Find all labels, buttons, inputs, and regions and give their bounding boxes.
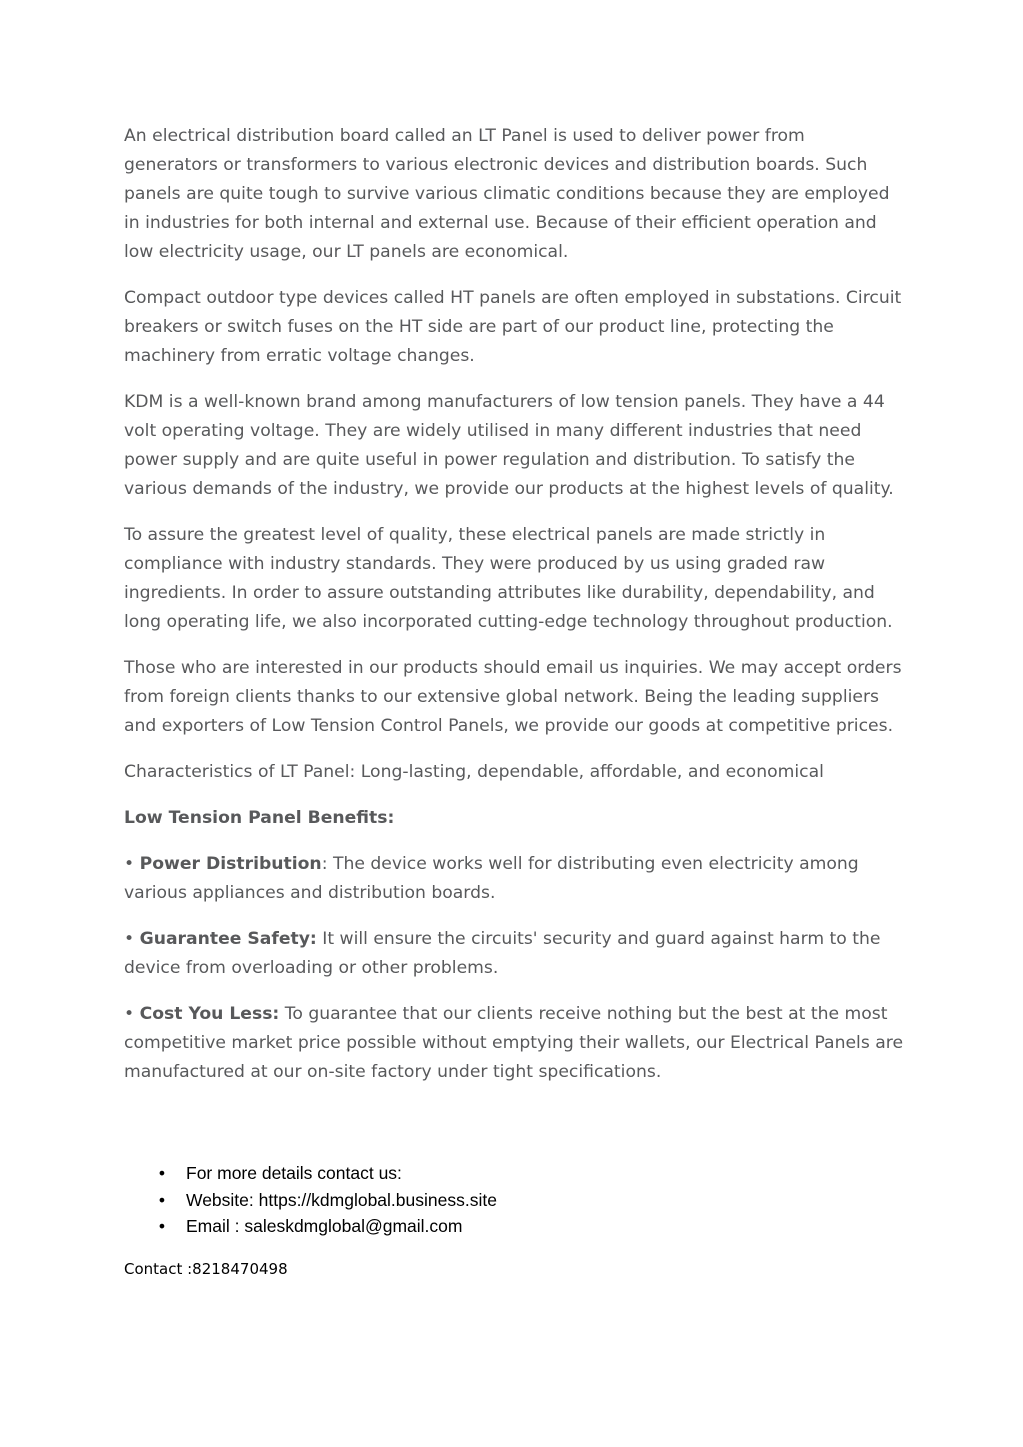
contact-list bbox=[124, 1160, 904, 1240]
benefit-item-guarantee-safety bbox=[124, 925, 904, 983]
benefits-heading: Low Tension Panel Benefits: bbox=[124, 808, 395, 828]
bullet-marker: • bbox=[124, 929, 140, 949]
contact-list-item-details bbox=[124, 1160, 904, 1187]
email-text: Email : saleskdmglobal@gmail.com bbox=[186, 1216, 463, 1236]
contact-phone-line: Contact :8218470498 bbox=[124, 1260, 288, 1278]
paragraph-kdm-brand: KDM is a well-known brand among manufacturers of low tension panels. They have a 44 volt operating voltage. They are widely utilised in many different industries that need power supply and are quite useful in power regulation and distribution. To satisfy the various demands of the industry, we provide our products at the highest levels of quality. bbox=[124, 392, 894, 499]
bullet-dot: • bbox=[158, 1163, 166, 1183]
paragraph-lt-panel-intro: An electrical distribution board called an LT Panel is used to deliver power from generators or transformers to various electronic devices and distribution boards. Such panels are quite tough to survive various climatic conditions because they are employed in industries for both internal and external use. Because of their efficient operation and low electricity usage, our LT panels are economical. bbox=[124, 126, 890, 262]
document-body bbox=[124, 122, 904, 1104]
paragraph-characteristics: Characteristics of LT Panel: Long-lasting, dependable, affordable, and economical bbox=[124, 762, 824, 782]
paragraph-quality: To assure the greatest level of quality, these electrical panels are made strictly in compliance with industry standards. They were produced by us using graded raw ingredients. In order to assure outstanding attributes like durability, dependability, and long operating life, we also incorporated cutting-edge technology throughout production. bbox=[124, 525, 893, 632]
paragraph-ht-panels: Compact outdoor type devices called HT panels are often employed in substations. Circuit breakers or switch fuses on the HT side are part of our product line, protecting the machinery from erratic voltage changes. bbox=[124, 288, 902, 366]
contact-details-text: For more details contact us: bbox=[186, 1163, 402, 1183]
website-text: Website: https://kdmglobal.business.site bbox=[186, 1189, 497, 1210]
bullet-marker: • bbox=[124, 854, 140, 874]
benefit-title: Guarantee Safety: bbox=[139, 929, 317, 949]
bullet-marker: • bbox=[124, 1004, 140, 1024]
benefit-item-cost-you-less bbox=[124, 1000, 904, 1087]
benefit-text: : The device works well for distributing even electricity among various appliances and distribution boards. bbox=[124, 854, 859, 903]
paragraph-inquiries: Those who are interested in our products should email us inquiries. We may accept orders from foreign clients thanks to our extensive global network. Being the leading suppliers and exporters of Low Tension Control Panels, we provide our goods at competitive prices. bbox=[124, 658, 902, 736]
benefit-item-power-distribution bbox=[124, 850, 904, 908]
benefit-title: Power Distribution bbox=[139, 854, 322, 874]
benefit-text: To guarantee that our clients receive nothing but the best at the most competitive market price possible without emptying their wallets, our Electrical Panels are manufactured at our on-site factory under tight specifications. bbox=[124, 1004, 904, 1082]
bullet-dot: • bbox=[158, 1189, 166, 1210]
bullet-dot: • bbox=[158, 1216, 166, 1236]
contact-list-item-email bbox=[124, 1213, 904, 1240]
benefit-text: It will ensure the circuits' security and guard against harm to the device from overloading or other problems. bbox=[124, 929, 881, 978]
contact-list-item-website bbox=[124, 1187, 904, 1214]
benefit-title: Cost You Less: bbox=[139, 1004, 280, 1024]
